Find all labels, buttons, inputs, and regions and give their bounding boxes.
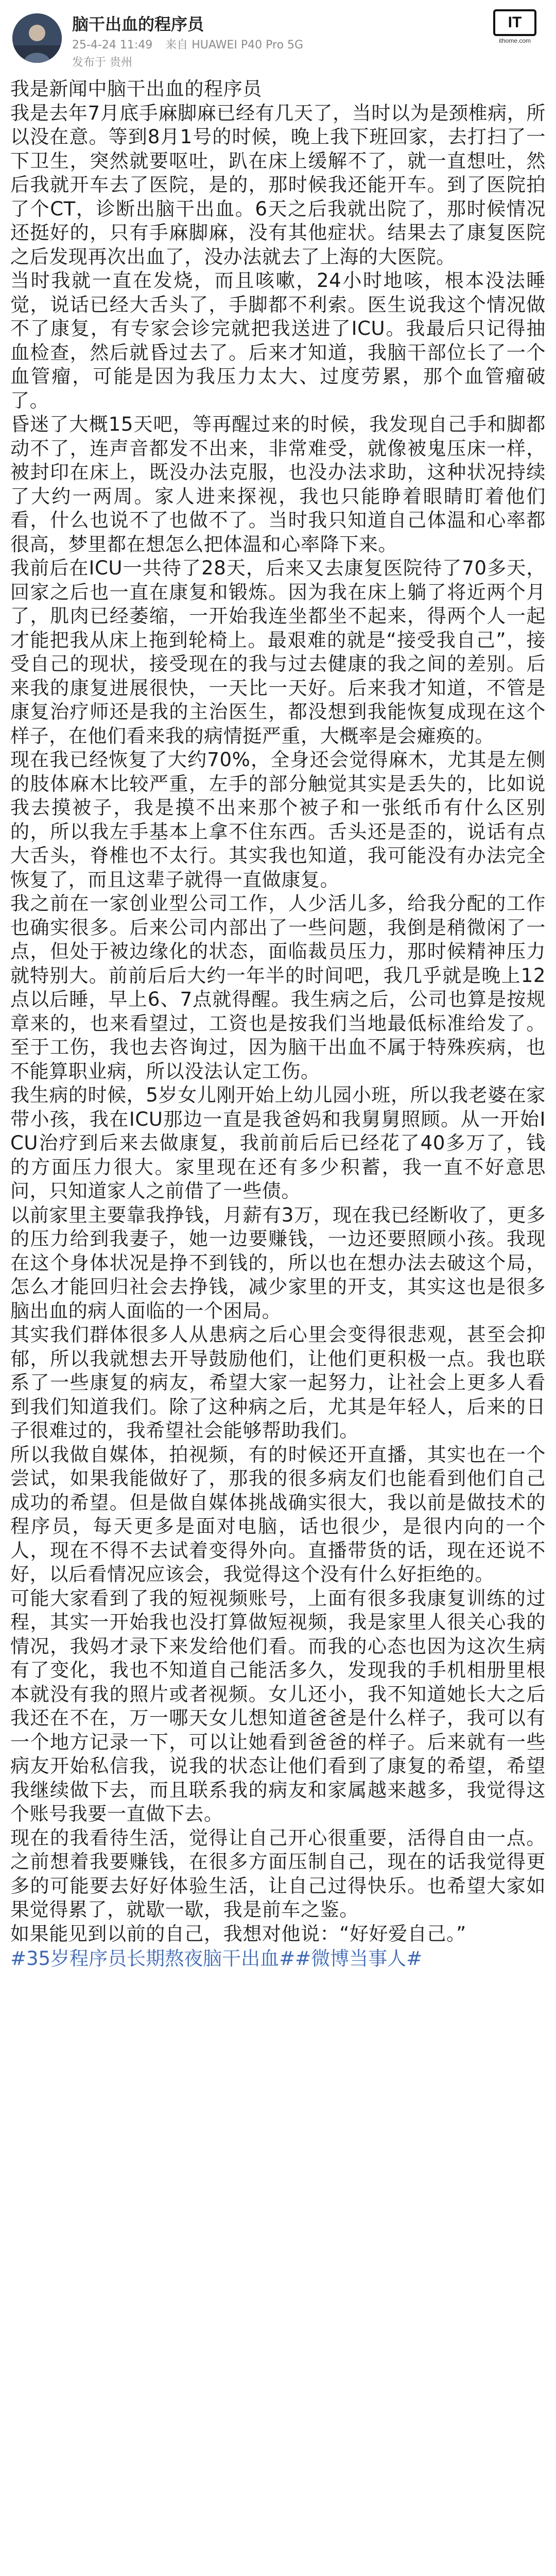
paragraph: 如果能见到以前的自己，我想对他说：“好好爱自己。” <box>10 1922 466 1945</box>
paragraph: 现在我已经恢复了大约70%，全身还会觉得麻木，尤其是左侧的肢体麻木比较严重，左手的部分触觉其实是丢失的，比如说我去摸被子，我是摸不出来那个被子和一张纸币有什么区别的，所以我左手基本上拿不住东西。舌头还是歪的，说话有点大舌头，脊椎也不太行。其实我也知道，我可能没有办法完全恢复了，而且这辈子就得一直做康复。 <box>10 749 546 891</box>
paragraph: 我前后在ICU一共待了28天，后来又去康复医院待了70多天，回家之后也一直在康复和锻炼。因为我在床上躺了将近两个月了，肌肉已经萎缩，一开始我连坐都坐不起来，得两个人一起才能把我从床上拖到轮椅上。最艰难的就是“接受我自己”，接受自己的现状，接受现在的我与过去健康的我之间的差别。后来我的康复进展很快，一天比一天好。后来我才知道，不管是康复治疗师还是我的主治医生，都没想到我能恢复成现在这个样子，在他们看来我的病情挺严重，大概率是会瘫痪的。 <box>10 557 546 747</box>
avatar[interactable] <box>12 13 62 63</box>
hashtag-links[interactable]: #35岁程序员长期熬夜脑干出血##微博当事人# <box>10 1947 423 1970</box>
post-source: 来自 HUAWEI P40 Pro 5G <box>165 39 304 52</box>
avatar-image <box>12 13 62 63</box>
paragraph: 我之前在一家创业型公司工作，人少活儿多，给我分配的工作也确实很多。后来公司内部出了一些问题，我倒是稍微闲了一点，但处于被边缘化的状态，面临裁员压力，那时候精神压力就特别大。前前后后大约一年半的时间吧，我几乎就是晚上12点以后睡，早上6、7点就得醒。我生病之后，公司也算是按规章来的，也来看望过，工资也是按我们当地最低标准给发了。至于工伤，我也去咨询过，因为脑干出血不属于特殊疾病，也不能算职业病，所以没法认定工伤。 <box>10 892 546 1082</box>
paragraph: 以前家里主要靠我挣钱，月薪有3万，现在我已经断收了，更多的压力给到我妻子，她一边要赚钱，一边还要照顾小孩。我现在这个身体状况是挣不到钱的，所以也在想办法去破这个局，怎么才能回归社会去挣钱，减少家里的开支，其实这也是很多脑出血的病人面临的一个困局。 <box>10 1204 546 1322</box>
post-location: 发布于 贵州 <box>72 56 132 69</box>
paragraph: 其实我们群体很多人从患病之后心里会变得很悲观，甚至会抑郁，所以我就想去开导鼓励他们，让他们更积极一点。我也联系了一些康复的病友，希望大家一起努力，让社会上更多人看到我们知道我们。除了这种病之后，尤其是年轻人，后来的日子很难过的，我希望社会能够帮助我们。 <box>10 1324 546 1442</box>
paragraph: 我是去年7月底手麻脚麻已经有几天了，当时以为是颈椎病，所以没在意。等到8月1号的时候，晚上我下班回家，去打扫了一下卫生，突然就要呕吐，趴在床上缓解不了，就一直想吐，然后我就开车去了医院，是的，那时候我还能开车。到了医院拍了个CT，诊断出脑干出血。6天之后我就出院了，那时候情况还挺好的，只有手麻脚麻，没有其他症状。结果去了康复医院之后发现再次出血了，没办法就去了上海的大医院。 <box>10 101 546 268</box>
paragraph: 现在的我看待生活，觉得让自己开心很重要，活得自由一点。之前想着我要赚钱，在很多方面压制自己，现在的话我觉得更多的可能要去好好体验生活，让自己过得快乐。也希望大家如果觉得累了，就歇一歇，我是前车之鉴。 <box>10 1826 546 1921</box>
paragraph: 可能大家看到了我的短视频账号，上面有很多我康复训练的过程，其实一开始我也没打算做短视频，我是家里人很关心我的情况，我妈才录下来发给他们看。而我的心态也因为这次生病有了变化，我也不知道自己能活多久，发现我的手机相册里根本就没有我的照片或者视频。女儿还小，我不知道她长大之后我还在不在，万一哪天女儿想知道爸爸是什么样子，我可以有一个地方记录一下，可以让她看到爸爸的样子。后来就有一些病友开始私信我，说我的状态让他们看到了康复的希望，希望我继续做下去，而且联系我的病友和家属越来越多，我觉得这个账号我要一直做下去。 <box>10 1587 546 1825</box>
post-body <box>10 77 546 1971</box>
ithome-logo-mark: IT <box>493 9 536 36</box>
paragraph: 我是新闻中脑干出血的程序员 <box>10 78 262 100</box>
post-timestamp: 25-4-24 11:49 <box>72 39 153 52</box>
author-name[interactable]: 脑干出血的程序员 <box>72 14 204 34</box>
paragraph: 我生病的时候，5岁女儿刚开始上幼儿园小班，所以我老婆在家带小孩，我在ICU那边一直是我爸妈和我舅舅照顾。从一开始ICU治疗到后来去做康复，我前前后后已经花了40多万了，钱的方面压力很大。家里现在还有多少积蓄，我一直不好意思问，只知道家人之前借了一些债。 <box>10 1084 546 1202</box>
post-header <box>0 0 556 77</box>
ithome-logo-url: ithome.com <box>498 37 531 44</box>
paragraph: 昏迷了大概15天吧，等再醒过来的时候，我发现自己手和脚都动不了，连声音都发不出来，非常难受，就像被鬼压床一样，被封印在床上，既没办法克服，也没办法求助，这种状况持续了大约一两周。家人进来探视，我也只能睁着眼睛盯着他们看，什么也说不了也做不了。当时我只知道自己体温和心率都很高，梦里都在想怎么把体温和心率降下来。 <box>10 413 546 555</box>
post-meta <box>72 36 312 52</box>
ithome-logo <box>484 9 546 50</box>
paragraph: 所以我做自媒体，拍视频，有的时候还开直播，其实也在一个尝试，如果我能做好了，那我的很多病友们也能看到他们自己成功的希望。但是做自媒体挑战确实很大，我以前是做技术的程序员，每天更多是面对电脑，话也很少，是很内向的一个人，现在不得不去试着变得外向。直播带货的话，现在还说不好，以后看情况应该会，我觉得这个没有什么好拒绝的。 <box>10 1443 546 1585</box>
paragraph: 当时我就一直在发烧，而且咳嗽，24小时地咳，根本没法睡觉，说话已经大舌头了，手脚都不利索。医生说我这个情况做不了康复，有专家会诊完就把我送进了ICU。我最后只记得抽血检查，然后就昏过去了。后来才知道，我脑干部位长了一个血管瘤，可能是因为我压力太大、过度劳累，那个血管瘤破了。 <box>10 269 546 412</box>
